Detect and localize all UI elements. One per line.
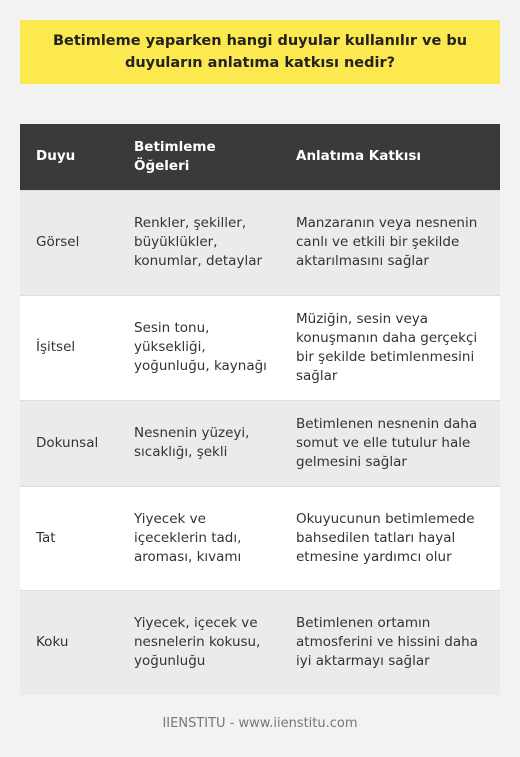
cell-sense: İşitsel xyxy=(20,295,118,400)
page-title: Betimleme yaparken hangi duyular kullanılır ve bu duyuların anlatıma katkısı nedir? xyxy=(52,33,468,71)
table-row xyxy=(20,295,500,400)
cell-contribution: Betimlenen ortamın atmosferini ve hissini daha iyi aktarmayı sağlar xyxy=(280,590,500,695)
cell-sense: Dokunsal xyxy=(20,400,118,486)
cell-sense: Tat xyxy=(20,486,118,590)
cell-contribution: Okuyucunun betimlemede bahsedilen tatları hayal etmesine yardımcı olur xyxy=(280,486,500,590)
cell-contribution: Betimlenen nesnenin daha somut ve elle tutulur hale gelmesini sağlar xyxy=(280,400,500,486)
cell-elements: Yiyecek, içecek ve nesnelerin kokusu, yoğunluğu xyxy=(118,590,280,695)
footer-credit: IIENSTITU - www.iienstitu.com xyxy=(162,716,358,731)
title-banner xyxy=(20,20,500,84)
cell-elements: Nesnenin yüzeyi, sıcaklığı, şekli xyxy=(118,400,280,486)
cell-elements: Yiyecek ve içeceklerin tadı, aroması, kıvamı xyxy=(118,486,280,590)
cell-contribution: Müziğin, sesin veya konuşmanın daha gerçekçi bir şekilde betimlenmesini sağlar xyxy=(280,295,500,400)
table-row xyxy=(20,486,500,590)
header-anlatima-katkisi: Anlatıma Katkısı xyxy=(280,124,500,190)
cell-contribution: Manzaranın veya nesnenin canlı ve etkili bir şekilde aktarılmasını sağlar xyxy=(280,190,500,295)
table-row xyxy=(20,400,500,486)
cell-elements: Renkler, şekiller, büyüklükler, konumlar, detaylar xyxy=(118,190,280,295)
cell-sense: Görsel xyxy=(20,190,118,295)
table-header-row xyxy=(20,124,500,190)
table-row xyxy=(20,190,500,295)
header-betimleme-ogeleri: Betimleme Öğeleri xyxy=(118,124,280,190)
sense-table xyxy=(20,124,500,695)
table-row xyxy=(20,590,500,695)
cell-sense: Koku xyxy=(20,590,118,695)
header-duyu: Duyu xyxy=(20,124,118,190)
cell-elements: Sesin tonu, yüksekliği, yoğunluğu, kaynağı xyxy=(118,295,280,400)
